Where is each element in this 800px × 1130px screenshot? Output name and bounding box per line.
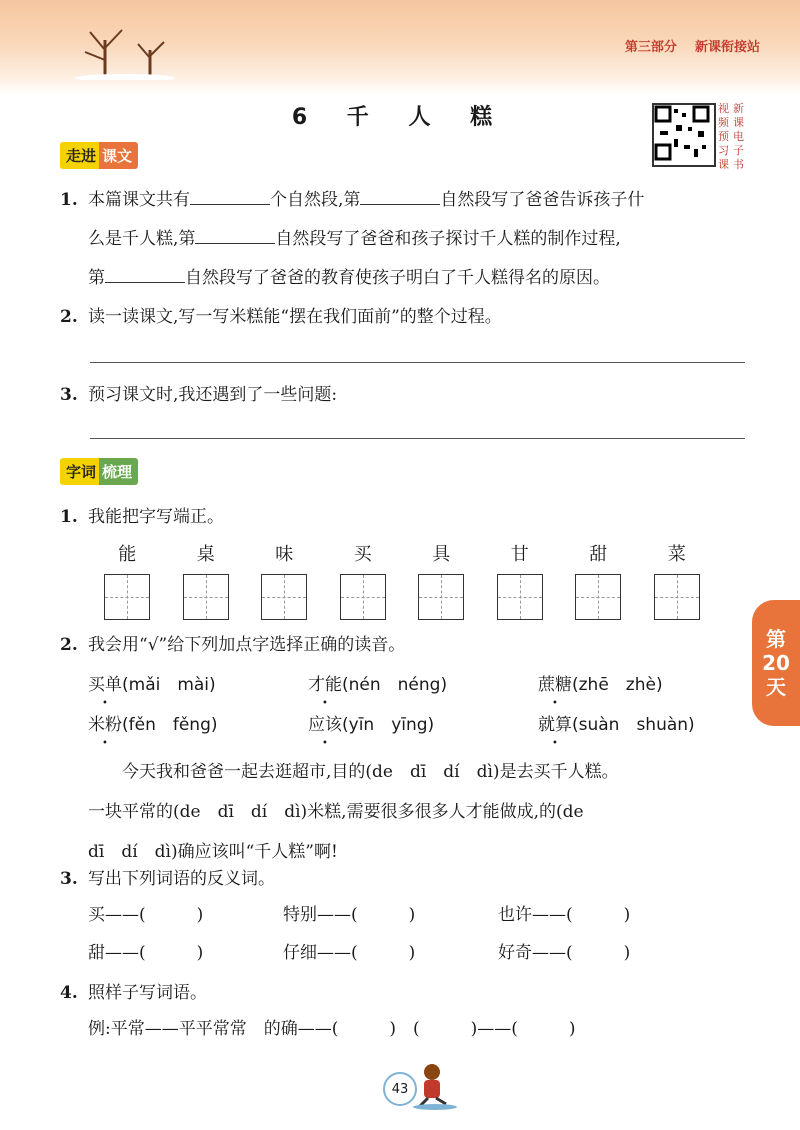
answer-blank[interactable] <box>105 264 185 283</box>
pronunciation-word: 就算 <box>538 715 572 735</box>
writing-grid-box[interactable] <box>497 574 543 620</box>
qr-code-icon <box>654 105 710 161</box>
pronunciation-item <box>88 712 308 738</box>
series-label: 新课衔接站 <box>694 40 760 55</box>
qr-caption-char: 书 <box>733 158 744 171</box>
writing-grid-box[interactable] <box>575 574 621 620</box>
section-tag-reading <box>60 142 138 169</box>
header-label <box>625 36 760 55</box>
character-practice-item <box>638 540 717 620</box>
question-text: 预习课文时,我还遇到了一些问题: <box>88 385 338 405</box>
question-number: 1. <box>60 190 78 210</box>
example-line[interactable]: 例:平常——平平常常 的确——( ) ( )——( ) <box>88 1019 576 1039</box>
practice-char: 味 <box>275 544 294 565</box>
section-tag-part-b: 课文 <box>99 142 138 169</box>
qr-caption-char: 电 <box>733 130 744 143</box>
pronunciation-word: 买单 <box>88 675 122 695</box>
character-practice-item <box>245 540 324 620</box>
question-text: 么是千人糕,第 <box>88 229 196 249</box>
vocab-question-3 <box>60 866 275 892</box>
pronunciation-word: 蔗糖 <box>538 675 572 695</box>
answer-line[interactable] <box>90 362 745 363</box>
day-tab-text: 天 <box>766 675 786 699</box>
practice-char: 甘 <box>510 544 529 565</box>
answer-blank[interactable] <box>195 225 275 244</box>
pronunciation-word: 才能 <box>308 675 342 695</box>
vocab-question-4 <box>60 980 207 1006</box>
mascot-icon <box>410 1060 460 1110</box>
character-practice-item <box>481 540 560 620</box>
context-paragraph <box>88 752 753 872</box>
qr-code[interactable] <box>652 103 716 167</box>
paragraph-line: 一块平常的(de dī dí dì)米糕,需要很多很多人才能做成,的(de <box>88 802 584 822</box>
character-practice-row <box>88 540 716 620</box>
pronunciation-options[interactable]: (fěn fěng) <box>122 715 218 735</box>
day-tab-number: 20 <box>762 651 790 675</box>
section-tag-part-a: 走进 <box>60 142 99 169</box>
qr-caption-char: 子 <box>733 144 744 157</box>
question-text: 照样子写词语。 <box>88 983 207 1003</box>
character-practice-item <box>559 540 638 620</box>
question-text: 读一读课文,写一写米糕能“摆在我们面前”的整个过程。 <box>88 307 502 327</box>
question-text: 写出下列词语的反义词。 <box>88 869 275 889</box>
qr-caption-char: 新 <box>733 102 744 115</box>
practice-char: 能 <box>118 544 137 565</box>
pronunciation-word: 米粉 <box>88 715 122 735</box>
writing-grid-box[interactable] <box>261 574 307 620</box>
question-number: 3. <box>60 869 78 889</box>
practice-char: 甜 <box>589 544 608 565</box>
pronunciation-item <box>308 672 538 698</box>
question-3 <box>60 382 337 408</box>
pronunciation-word: 应该 <box>308 715 342 735</box>
answer-blank[interactable] <box>360 186 440 205</box>
vocab-question-1 <box>60 504 224 530</box>
question-text: 自然段写了爸爸的教育使孩子明白了千人糕得名的原因。 <box>185 268 610 288</box>
antonym-item[interactable]: 也许——( ) <box>498 905 631 925</box>
practice-char: 菜 <box>667 544 686 565</box>
answer-blank[interactable] <box>190 186 270 205</box>
question-number: 2. <box>60 635 78 655</box>
paragraph-line: dī dí dì)确应该叫“千人糕”啊! <box>88 842 338 862</box>
qr-caption-char: 课 <box>733 116 744 129</box>
writing-grid-box[interactable] <box>418 574 464 620</box>
section-label: 第三部分 <box>624 40 677 55</box>
pronunciation-grid <box>88 672 748 738</box>
antonym-item[interactable]: 仔细——( ) <box>283 943 416 963</box>
question-2 <box>60 304 502 330</box>
question-number: 2. <box>60 307 78 327</box>
question-text: 自然段写了爸爸告诉孩子什 <box>440 190 645 210</box>
antonym-item[interactable]: 买——( ) <box>88 905 204 925</box>
question-1 <box>60 186 750 291</box>
paragraph-line: 今天我和爸爸一起去逛超市,目的(de dī dí dì)是去买千人糕。 <box>122 762 619 782</box>
writing-grid-box[interactable] <box>340 574 386 620</box>
character-practice-item <box>167 540 246 620</box>
pronunciation-item <box>538 672 748 698</box>
vocab-question-2 <box>60 632 405 658</box>
qr-caption-char: 预 <box>718 130 729 143</box>
pronunciation-options[interactable]: (mǎi mài) <box>122 675 216 695</box>
character-practice-item <box>402 540 481 620</box>
practice-char: 买 <box>353 544 372 565</box>
section-tag-vocabulary <box>60 458 138 485</box>
page-title: 6 千 人 糕 <box>291 105 509 130</box>
day-tab-text: 第 <box>766 627 786 651</box>
pronunciation-options[interactable]: (zhē zhè) <box>572 675 663 695</box>
pronunciation-item <box>538 712 748 738</box>
question-text: 我能把字写端正。 <box>88 507 224 527</box>
qr-caption <box>716 102 746 172</box>
question-number: 3. <box>60 385 78 405</box>
question-number: 4. <box>60 983 78 1003</box>
antonym-item[interactable]: 好奇——( ) <box>498 943 631 963</box>
question-text: 个自然段,第 <box>270 190 361 210</box>
antonym-item[interactable]: 甜——( ) <box>88 943 204 963</box>
antonym-grid <box>88 902 748 966</box>
practice-char: 桌 <box>196 544 215 565</box>
antonym-item[interactable]: 特别——( ) <box>283 905 416 925</box>
answer-line[interactable] <box>90 438 745 439</box>
writing-grid-box[interactable] <box>104 574 150 620</box>
character-practice-item <box>324 540 403 620</box>
question-text: 第 <box>88 268 105 288</box>
writing-grid-box[interactable] <box>654 574 700 620</box>
pronunciation-item <box>308 712 538 738</box>
pronunciation-options[interactable]: (suàn shuàn) <box>572 715 695 735</box>
character-practice-item <box>88 540 167 620</box>
qr-caption-char: 习 <box>718 144 729 157</box>
pronunciation-options[interactable]: (nén néng) <box>342 675 448 695</box>
section-tag-part-a: 字词 <box>60 458 99 485</box>
question-text: 本篇课文共有 <box>88 190 190 210</box>
pronunciation-item <box>88 672 308 698</box>
day-side-tab <box>752 600 800 726</box>
writing-grid-box[interactable] <box>183 574 229 620</box>
page-number: 43 <box>383 1072 417 1106</box>
pronunciation-options[interactable]: (yīn yīng) <box>342 715 435 735</box>
qr-caption-char: 课 <box>718 158 729 171</box>
section-tag-part-b: 梳理 <box>99 458 138 485</box>
practice-char: 具 <box>432 544 451 565</box>
qr-caption-char: 频 <box>718 116 729 129</box>
question-number: 1. <box>60 507 78 527</box>
question-text: 自然段写了爸爸和孩子探讨千人糕的制作过程, <box>275 229 621 249</box>
qr-caption-char: 视 <box>718 102 729 115</box>
question-text: 我会用“√”给下列加点字选择正确的读音。 <box>88 635 406 655</box>
winter-trees-illustration <box>70 20 180 80</box>
